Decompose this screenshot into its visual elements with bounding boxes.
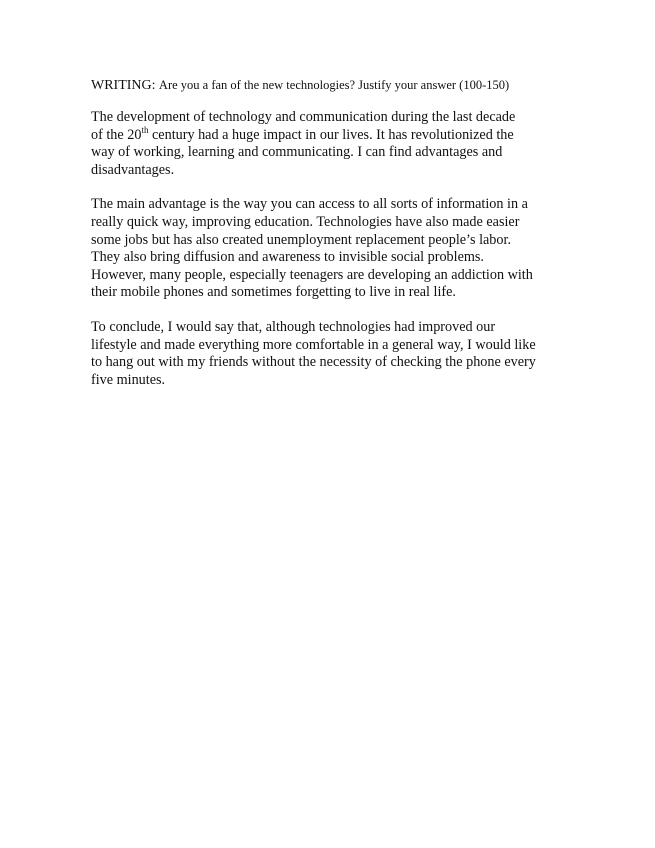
paragraph-body: The main advantage is the way you can access to all sorts of information in a really quick way, improving education. Technologies have also made easier some jobs but has also created unemployment replacement people’s labor. They also bring diffusion and awareness to invisible social problems. However, many people, especially teenagers are developing an addiction with their mobile phones and sometimes forgetting to live in real life. bbox=[91, 196, 533, 301]
paragraph-conclusion: To conclude, I would say that, although technologies had improved our lifestyle and made everything more comfortable in a general way, I would like to hang out with my friends without the necessity of checking the phone every five minutes. bbox=[91, 318, 536, 388]
heading-prompt: Are you a fan of the new technologies? Justify your answer (100-150) bbox=[158, 78, 510, 92]
paragraph-introduction bbox=[91, 109, 567, 179]
document-page bbox=[91, 76, 567, 406]
heading-label: WRITING: bbox=[91, 78, 156, 93]
writing-heading bbox=[91, 76, 567, 95]
ordinal-superscript: th bbox=[141, 124, 149, 135]
paragraph-1-text-end: century had a huge impact in our lives. It has revolutionized the way of working, learning and communicating. I can find advantages and disadvantages. bbox=[91, 126, 514, 178]
paragraph-1-text-start: The development of technology and communication during the last decade of the 20 bbox=[91, 109, 516, 143]
